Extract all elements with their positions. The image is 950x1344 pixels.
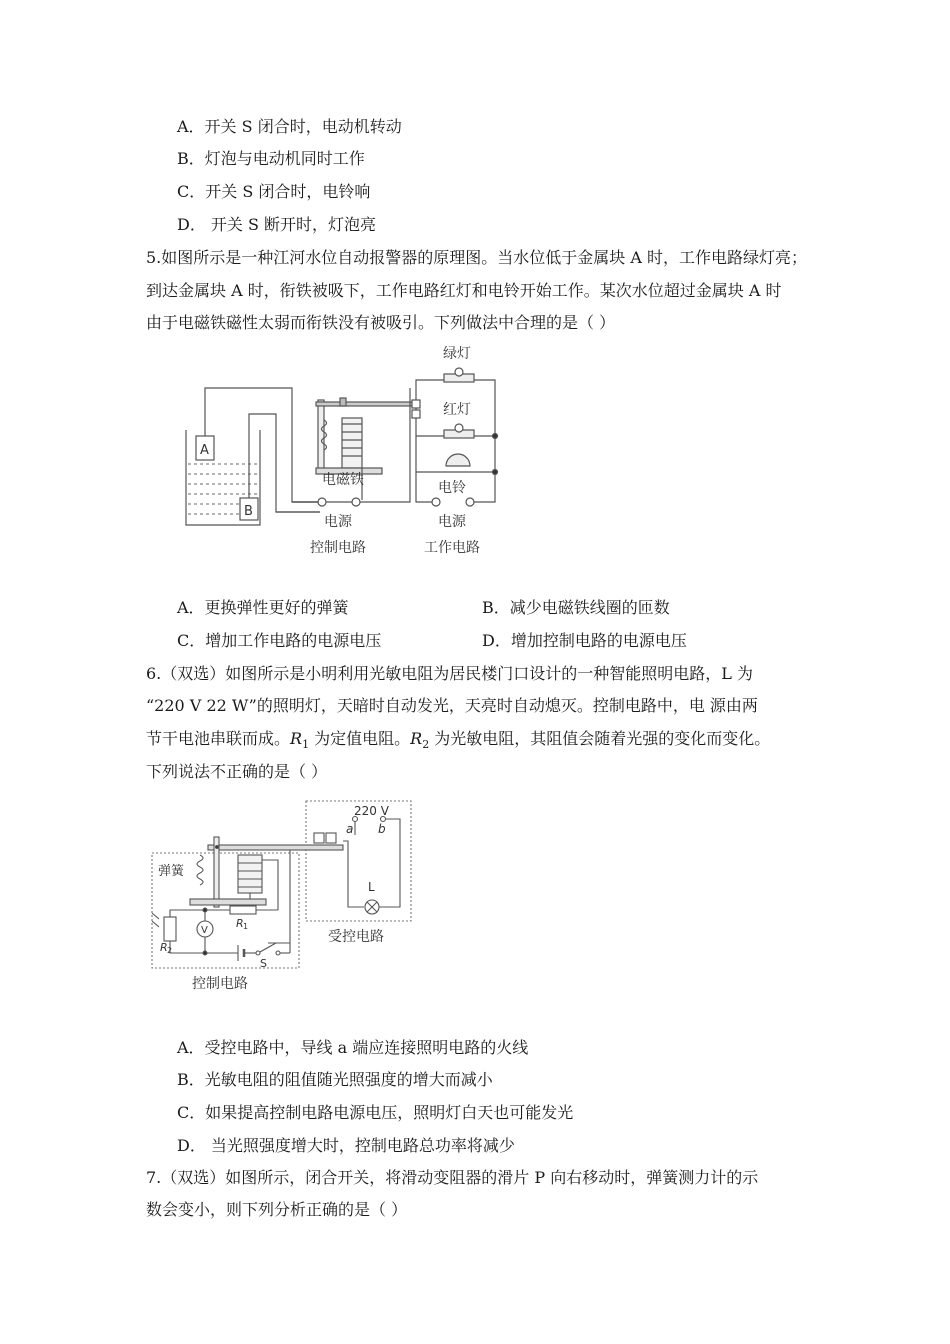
label-control-circuit: 控制电路 [310, 540, 366, 556]
label-electromagnet: 电磁铁 [322, 472, 364, 488]
q7-stem-line1: 7.（双选）如图所示，闭合开关，将滑动变阻器的滑片 P 向右移动时，弹簧测力计的示 [146, 1168, 759, 1187]
label-control-circuit: 控制电路 [192, 976, 248, 992]
label-r1: R [236, 917, 244, 930]
label-spring: 弹簧 [158, 864, 185, 879]
label-power-control: 电源 [324, 514, 352, 530]
q6-option-a: A．受控电路中，导线 a 端应连接照明电路的火线 [177, 1038, 529, 1057]
q5-option-a: A．更换弹性更好的弹簧 [177, 598, 349, 617]
q6-stem-line3: 节干电池串联而成。$R_1$ 为定值电阻。$R_2$ 为光敏电阻，其阻值会随着光强的变化而变化。 [146, 729, 771, 752]
label-a: a [346, 822, 354, 836]
q5-option-c: C．增加工作电路的电源电压 [177, 631, 382, 650]
q4-option-d: D． 开关 S 断开时，灯泡亮 [177, 215, 377, 234]
q7-stem-line2: 数会变小，则下列分析正确的是（ ） [146, 1200, 408, 1219]
q5-option-b: B．减少电磁铁线圈的匝数 [482, 598, 670, 617]
q5-stem-line1: 5.如图所示是一种江河水位自动报警器的原理图。当水位低于金属块 A 时，工作电路绿灯亮； [146, 248, 807, 267]
q5-stem-line3: 由于电磁铁磁性太弱而衔铁没有被吸引。下列做法中合理的是（ ） [146, 313, 616, 332]
label-red-lamp: 红灯 [443, 402, 471, 418]
q4-option-a: A．开关 S 闭合时，电动机转动 [177, 117, 402, 136]
q4-option-c: C．开关 S 闭合时，电铃响 [177, 182, 371, 201]
label-controlled-circuit: 受控电路 [328, 929, 384, 945]
label-voltmeter: V [201, 925, 208, 936]
label-220v: 220 V [354, 804, 389, 818]
q5-water-alarm-figure [180, 340, 520, 565]
q5-stem-line2: 到达金属块 A 时，衔铁被吸下，工作电路红灯和电铃开始工作。某次水位超过金属块 A 时 [146, 281, 782, 300]
label-r2-sub: 2 [167, 946, 173, 955]
q4-option-b: B．灯泡与电动机同时工作 [177, 149, 365, 168]
q6-smart-lighting-figure [150, 795, 420, 995]
label-power-work: 电源 [438, 514, 466, 530]
q6-option-b: B．光敏电阻的阻值随光照强度的增大而减小 [177, 1070, 493, 1089]
label-switch-s: S [260, 957, 267, 970]
q6-stem-line2: “220 V 22 W”的照明灯，天暗时自动发光，天亮时自动熄灭。控制电路中，电 源由两 [146, 696, 758, 715]
q6-option-d: D． 当光照强度增大时，控制电路总功率将减少 [177, 1136, 515, 1155]
label-lamp-l: L [368, 880, 375, 894]
q6-stem-line4: 下列说法不正确的是（ ） [146, 762, 328, 781]
label-bell: 电铃 [438, 480, 466, 496]
q6-stem-line1: 6.（双选）如图所示是小明利用光敏电阻为居民楼门口设计的一种智能照明电路，L 为 [146, 664, 753, 683]
label-r1-sub: 1 [243, 922, 249, 931]
label-green-lamp: 绿灯 [443, 346, 471, 362]
q6-option-c: C．如果提高控制电路电源电压，照明灯白天也可能发光 [177, 1103, 574, 1122]
label-r2: R [160, 941, 168, 954]
label-block-a: A [200, 443, 209, 458]
label-block-b: B [244, 504, 253, 519]
label-work-circuit: 工作电路 [424, 540, 480, 556]
q5-option-d: D．增加控制电路的电源电压 [482, 631, 687, 650]
label-b: b [378, 822, 386, 836]
